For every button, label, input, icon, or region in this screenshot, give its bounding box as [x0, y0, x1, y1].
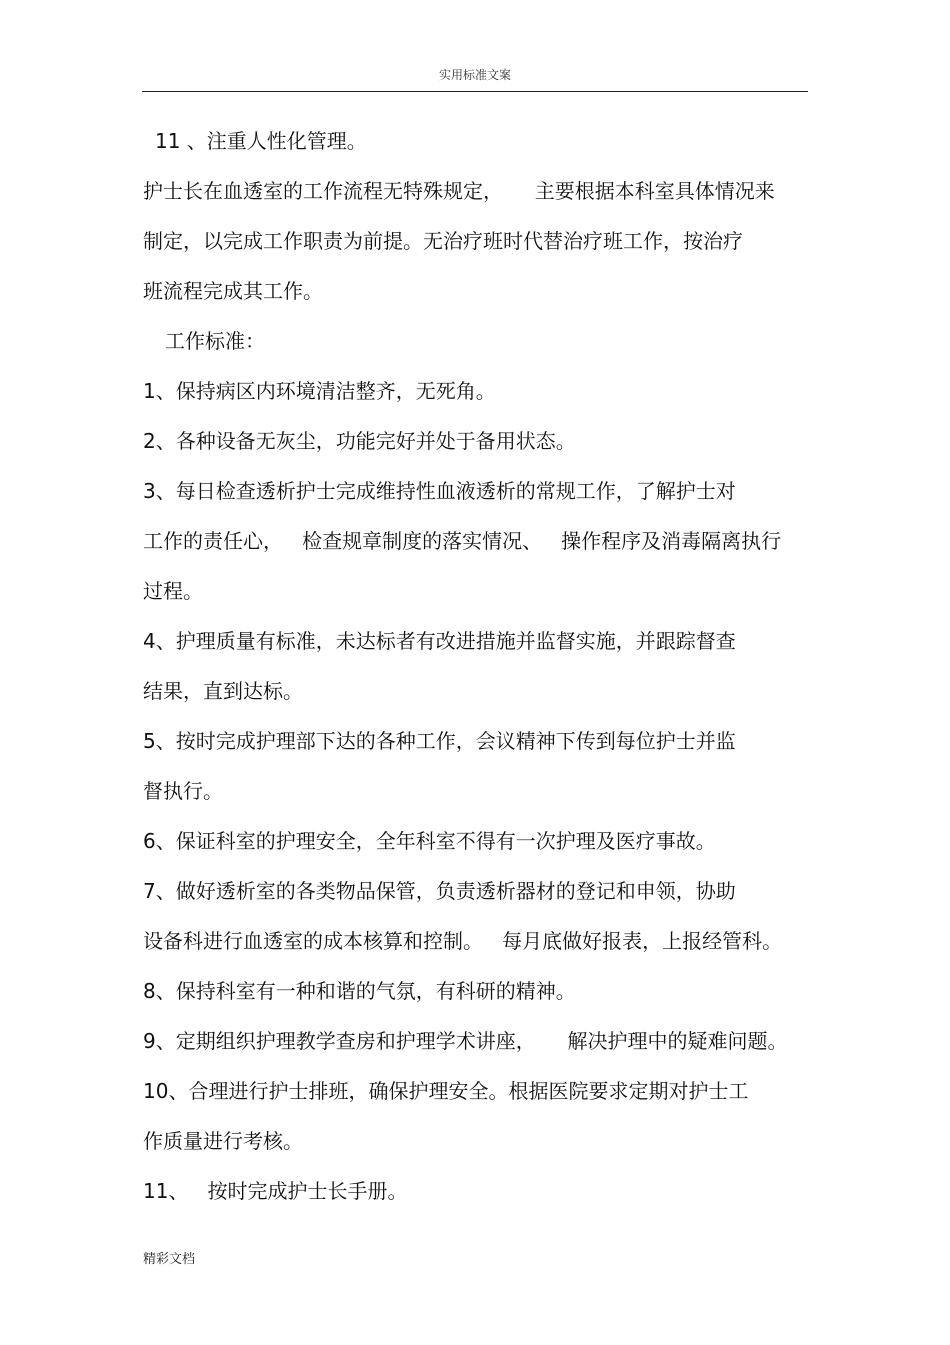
- text-line: 11、 按时完成护士长手册。: [143, 1179, 408, 1203]
- text-line: 11 、注重人性化管理。: [155, 129, 367, 153]
- text-line: 7、做好透析室的各类物品保管，负责透析器材的登记和申领，协助: [143, 879, 736, 903]
- text-line: 结果，直到达标。: [143, 679, 303, 703]
- text-line: 制定，以完成工作职责为前提。无治疗班时代替治疗班工作，按治疗: [143, 229, 743, 253]
- text-line: 过程。: [143, 579, 203, 603]
- text-line: 5、按时完成护理部下达的各种工作，会议精神下传到每位护士并监: [143, 729, 736, 753]
- text-line: 6、保证科室的护理安全，全年科室不得有一次护理及医疗事故。: [143, 829, 716, 853]
- text-line: 3、每日检查透析护士完成维持性血液透析的常规工作，了解护士对: [143, 479, 736, 503]
- text-line: 作质量进行考核。: [143, 1129, 303, 1153]
- text-line: 护士长在血透室的工作流程无特殊规定， 主要根据本科室具体情况来: [143, 179, 775, 203]
- text-line: 督执行。: [143, 779, 223, 803]
- text-line: 2、各种设备无灰尘，功能完好并处于备用状态。: [143, 429, 576, 453]
- text-line: 8、保持科室有一种和谐的气氛，有科研的精神。: [143, 979, 576, 1003]
- text-line: 10、合理进行护士排班，确保护理安全。根据医院要求定期对护士工: [143, 1079, 749, 1103]
- text-line: 1、保持病区内环境清洁整齐，无死角。: [143, 379, 496, 403]
- text-line: 4、护理质量有标准，未达标者有改进措施并监督实施，并跟踪督查: [143, 629, 736, 653]
- text-line: 班流程完成其工作。: [143, 279, 323, 303]
- text-line: 9、定期组织护理教学查房和护理学术讲座， 解决护理中的疑难问题。: [143, 1029, 788, 1053]
- page-footer: 精彩文档: [143, 1252, 196, 1267]
- section-heading: 工作标准：: [165, 329, 265, 353]
- header-divider: [142, 91, 808, 92]
- text-line: 工作的责任心， 检查规章制度的落实情况、 操作程序及消毒隔离执行: [143, 529, 782, 553]
- text-line: 设备科进行血透室的成本核算和控制。 每月底做好报表，上报经管科。: [143, 929, 783, 953]
- page-header: 实用标准文案: [438, 68, 511, 82]
